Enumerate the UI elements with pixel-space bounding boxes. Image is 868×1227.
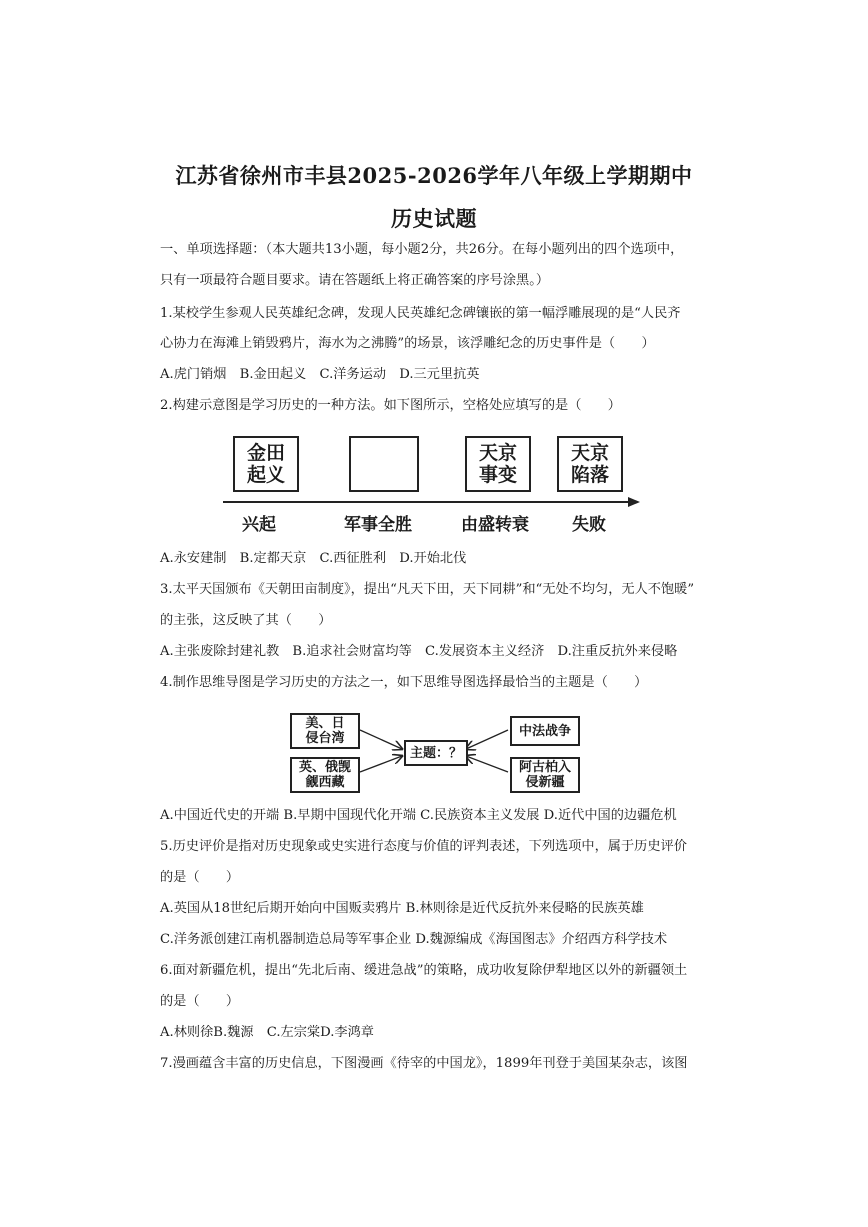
q2-label-failure: 失败 xyxy=(572,515,606,535)
q5-stem-line-2: 的是（ ） xyxy=(160,870,240,885)
q2-blank-box xyxy=(349,436,419,492)
q4-left-bottom-line1: 英、俄觊 xyxy=(298,760,351,775)
q4-left-bottom-line2: 觎西藏 xyxy=(305,775,345,790)
q6-options: A.林则徐B.魏源 C.左宗棠D.李鸿章 xyxy=(160,1025,374,1040)
q2-box1-line1: 金田 xyxy=(246,442,285,464)
q2-box4-line1: 天京 xyxy=(570,442,609,464)
exam-title: 江苏省徐州市丰县2025-2026学年八年级上学期期中 xyxy=(175,163,693,188)
q4-right-bottom-line2: 侵新疆 xyxy=(525,775,565,790)
q4-stem: 4.制作思维导图是学习历史的方法之一，如下思维导图选择最恰当的主题是（ ） xyxy=(160,675,648,690)
q2-box3-line1: 天京 xyxy=(478,442,517,464)
q1-options: A.虎门销烟 B.金田起义 C.洋务运动 D.三元里抗英 xyxy=(160,367,480,382)
exam-subtitle: 历史试题 xyxy=(391,206,477,231)
q2-label-rise: 兴起 xyxy=(242,515,276,535)
q2-box-jintian-uprising xyxy=(233,436,299,492)
instructions-line-1: 一、单项选择题：（本大题共13小题，每小题2分，共26分。在每小题列出的四个选项中， xyxy=(160,242,684,257)
q5-options-line-1: A.英国从18世纪后期开始向中国贩卖鸦片 B.林则徐是近代反抗外来侵略的民族英雄 xyxy=(160,901,644,916)
q2-box1-line2: 起义 xyxy=(246,464,285,486)
q5-stem-line-1: 5.历史评价是指对历史现象或史实进行态度与价值的评判表述，下列选项中，属于历史评价 xyxy=(160,839,687,854)
q6-stem-line-2: 的是（ ） xyxy=(160,994,240,1009)
instructions-line-2: 只有一项最符合题目要求。请在答题纸上将正确答案的序号涂黑。） xyxy=(160,273,550,288)
q4-right-bottom-line1: 阿古柏入 xyxy=(518,760,571,775)
q4-box-us-japan-taiwan xyxy=(290,713,360,749)
q4-box-yakub-beg-xinjiang xyxy=(510,757,580,793)
q2-label-decline: 由盛转衰 xyxy=(461,515,529,535)
q2-options: A.永安建制 B.定都天京 C.西征胜利 D.开始北伐 xyxy=(160,551,467,566)
q2-box4-line2: 陷落 xyxy=(570,464,609,486)
q6-stem-line-1: 6.面对新疆危机，提出“先北后南、缓进急战”的策略，成功收复除伊犁地区以外的新疆领土 xyxy=(160,963,688,978)
q1-stem-line-1: 1.某校学生参观人民英雄纪念碑，发现人民英雄纪念碑镶嵌的第一幅浮雕展现的是“人民齐 xyxy=(160,306,681,321)
q4-left-top-line2: 侵台湾 xyxy=(305,731,345,746)
q5-options-line-2: C.洋务派创建江南机器制造总局等军事企业 D.魏源编成《海国图志》介绍西方科学技术 xyxy=(160,932,668,947)
q3-stem-line-1: 3.太平天国颁布《天朝田亩制度》，提出“凡天下田，天下同耕”和“无处不均匀，无人不饱暖” xyxy=(160,582,695,597)
q4-options: A.中国近代史的开端 B.早期中国现代化开端 C.民族资本主义发展 D.近代中国的边疆危机 xyxy=(160,808,677,823)
q1-stem-line-2: 心协力在海滩上销毁鸦片，海水为之沸腾”的场景，该浮雕纪念的历史事件是（ ） xyxy=(160,336,655,351)
q4-box-britain-russia-tibet xyxy=(290,757,360,793)
q4-center-text: 主题：？ xyxy=(409,745,462,761)
q3-stem-line-2: 的主张，这反映了其（ ） xyxy=(160,613,332,628)
q4-left-top-line1: 美、日 xyxy=(305,716,345,731)
q4-box-sino-french-war xyxy=(510,716,580,746)
q3-options: A.主张废除封建礼教 B.追求社会财富均等 C.发展资本主义经济 D.注重反抗外来侵略 xyxy=(160,644,678,659)
q7-stem-line-1: 7.漫画蕴含丰富的历史信息，下图漫画《待宰的中国龙》，1899年刊登于美国某杂志，该图 xyxy=(160,1056,688,1071)
q2-label-military-victory: 军事全胜 xyxy=(344,515,412,535)
q2-box-tianjing-fall xyxy=(557,436,623,492)
q4-right-top-text: 中法战争 xyxy=(518,723,571,739)
q2-stem: 2.构建示意图是学习历史的一种方法。如下图所示，空格处应填写的是（ ） xyxy=(160,398,621,413)
q2-box3-line2: 事变 xyxy=(478,464,517,486)
q4-center-topic xyxy=(404,740,468,766)
q2-box-tianjing-incident xyxy=(465,436,531,492)
